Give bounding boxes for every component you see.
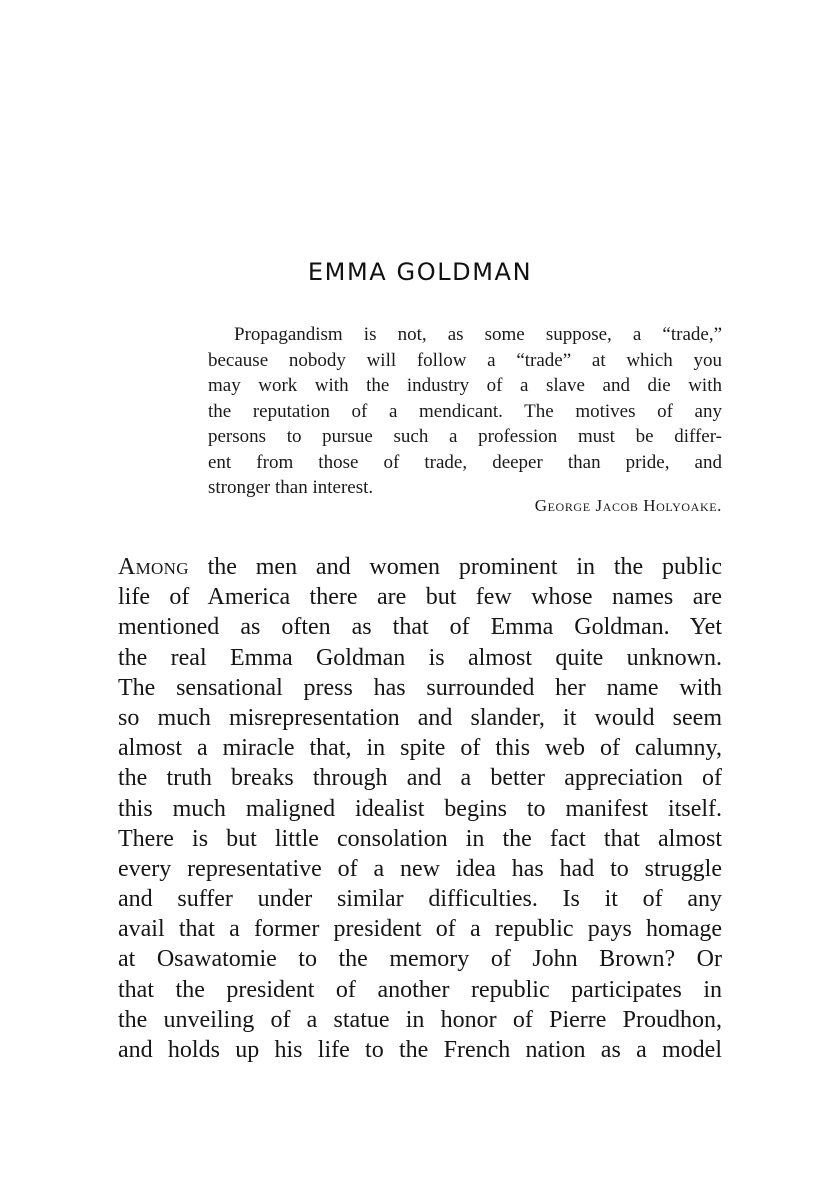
- epigraph-line: the reputation of a mendicant. The motives of any: [208, 400, 722, 422]
- body-line: [118, 552, 722, 582]
- chapter-title: EMMA GOLDMAN: [307, 258, 533, 286]
- body-line: mentioned as often as that of Emma Goldman. Yet: [118, 614, 722, 641]
- body-line: almost a miracle that, in spite of this web of calumny,: [118, 735, 722, 762]
- body-line: this much maligned idealist begins to manifest itself.: [118, 795, 722, 822]
- epigraph-line: persons to pursue such a profession must be differ-: [208, 426, 722, 447]
- first-line-rest: the men and women prominent in the public: [188, 554, 722, 580]
- body-line: There is but little consolation in the fact that almost: [118, 825, 722, 852]
- epigraph-attribution: George Jacob Holyoake.: [534, 496, 722, 515]
- body-line: the real Emma Goldman is almost quite unknown.: [118, 644, 722, 671]
- epigraph-line: because nobody will follow a “trade” at which you: [208, 349, 722, 371]
- body-line: and holds up his life to the French nation as a model: [118, 1037, 722, 1063]
- body-line: the truth breaks through and a better appreciation of: [118, 765, 722, 792]
- body-line: at Osawatomie to the memory of John Brown? Or: [118, 946, 722, 973]
- body-line: and suffer under similar difficulties. Is it of any: [118, 886, 722, 913]
- epigraph-line: may work with the industry of a slave and die with: [208, 375, 722, 396]
- body-line: every representative of a new idea has had to struggle: [118, 855, 722, 882]
- lead-word: Among: [118, 554, 189, 580]
- body-line: the unveiling of a statue in honor of Pierre Proudhon,: [118, 1006, 722, 1033]
- epigraph-line: stronger than interest.: [208, 477, 374, 498]
- body-line: The sensational press has surrounded her name with: [118, 674, 722, 701]
- epigraph: [208, 322, 722, 501]
- body-line: that the president of another republic participates in: [118, 976, 722, 1003]
- body-line: avail that a former president of a republic pays homage: [118, 916, 722, 943]
- epigraph-line: ent from those of trade, deeper than pride, and: [208, 451, 722, 473]
- body-paragraph: [118, 552, 722, 1065]
- body-line: so much misrepresentation and slander, it would seem: [118, 704, 722, 731]
- body-line: life of America there are but few whose names are: [118, 584, 722, 611]
- epigraph-line: Propagandism is not, as some suppose, a “trade,”: [234, 324, 722, 345]
